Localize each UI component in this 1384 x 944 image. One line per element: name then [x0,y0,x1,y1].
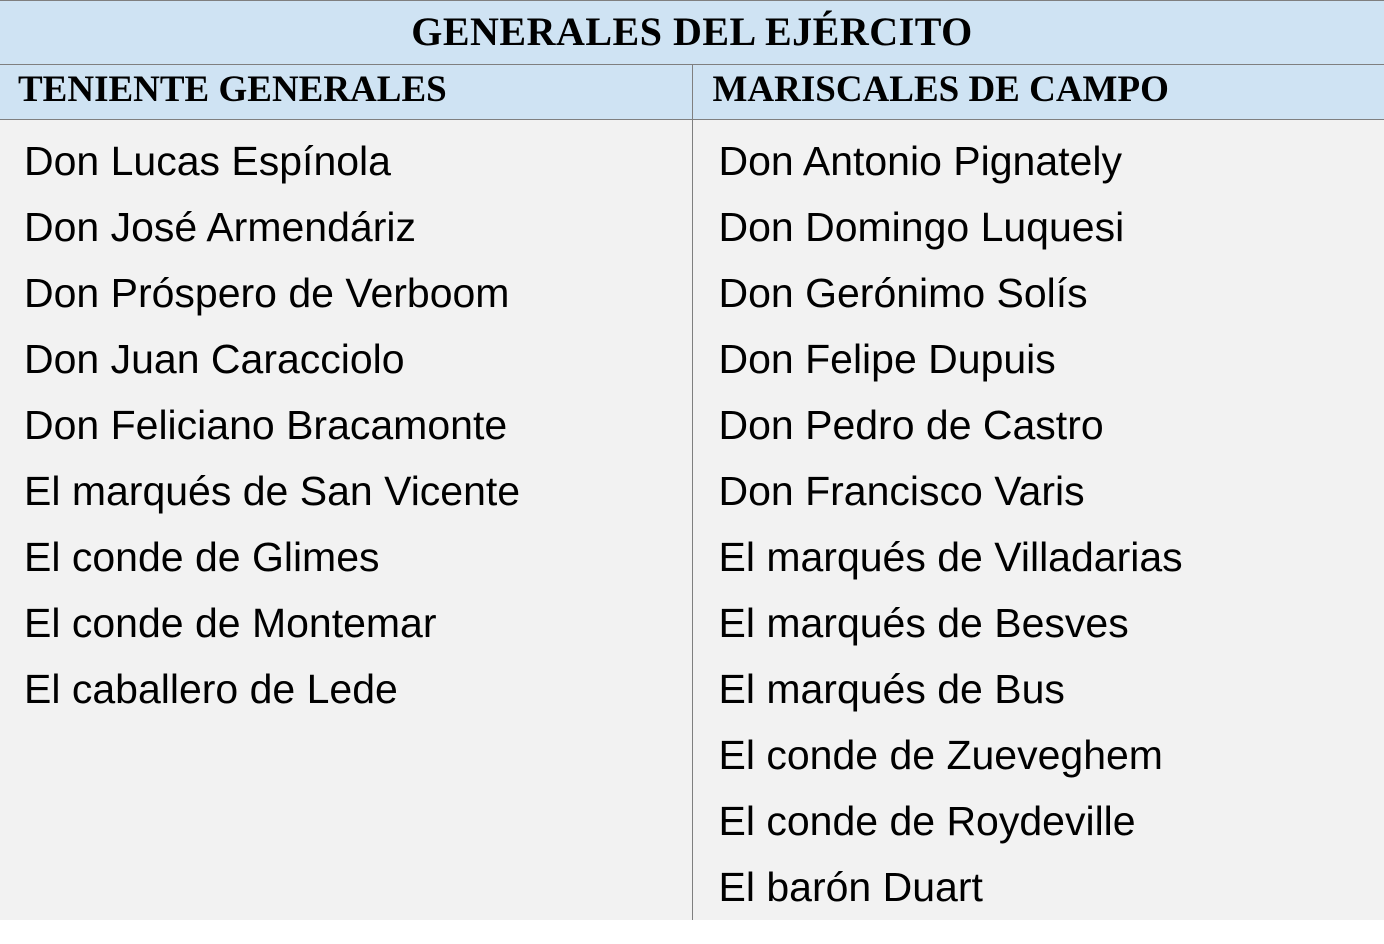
list-item: El caballero de Lede [24,666,398,712]
list-item: Don Próspero de Verboom [24,270,510,316]
column-header-teniente-generales: TENIENTE GENERALES [0,65,692,120]
list-item: El marqués de San Vicente [24,468,521,514]
list-item: El conde de Montemar [24,600,437,646]
list-item: El marqués de Villadarias [718,534,1183,580]
list-item: El conde de Roydeville [718,798,1136,844]
list-item: El marqués de Bus [718,666,1065,712]
list-item: Don Lucas Espínola [24,138,391,184]
table-header-row [0,65,1384,120]
column-header-mariscales-de-campo: MARISCALES DE CAMPO [692,65,1384,120]
mariscales-de-campo-list [693,120,1384,920]
list-item: El barón Duart [718,864,983,910]
list-item: Don José Armendáriz [24,204,416,250]
column-mariscales-de-campo [692,120,1384,921]
column-teniente-generales [0,120,692,921]
list-item: Don Pedro de Castro [718,402,1104,448]
list-item: El conde de Zueveghem [718,732,1163,778]
list-item: Don Francisco Varis [718,468,1085,514]
list-item: Don Gerónimo Solís [718,270,1088,316]
list-item: Don Antonio Pignately [718,138,1122,184]
list-item: El marqués de Besves [718,600,1129,646]
table-body-row [0,120,1384,921]
list-item: Don Juan Caracciolo [24,336,405,382]
teniente-generales-list [0,120,692,722]
table-title: GENERALES DEL EJÉRCITO [0,1,1384,65]
list-item: El conde de Glimes [24,534,380,580]
list-item: Don Felipe Dupuis [718,336,1056,382]
table-title-row [0,1,1384,65]
list-item: Don Feliciano Bracamonte [24,402,508,448]
list-item: Don Domingo Luquesi [718,204,1125,250]
